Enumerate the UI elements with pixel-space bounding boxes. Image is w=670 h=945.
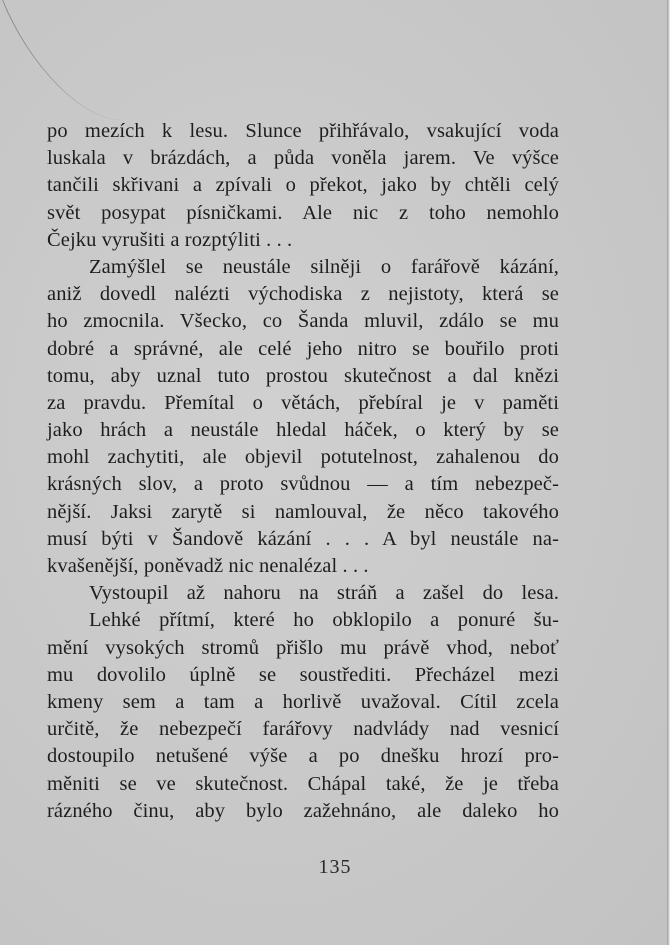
paragraph-start-line: Vystoupil až nahoru na stráň a zašel do lesa. (89, 582, 559, 605)
page-number: 135 (318, 856, 352, 878)
text-line: měniti se ve skutečnost. Chápal také, že je třeba (47, 772, 559, 795)
text-line: za pravdu. Přemítal o větách, přebíral je v paměti (47, 391, 559, 414)
text-line: aniž dovedl nalézti východiska z nejistoty, která se (47, 283, 559, 306)
text-line: musí býti v Šandově kázání . . . A byl neustále na- (47, 527, 559, 550)
text-line: mění vysokých stromů přišlo mu právě vhod, neboť (47, 636, 559, 659)
text-line: určitě, že nebezpečí farářovy nadvlády nad vesnicí (47, 718, 559, 741)
text-line: ho zmocnila. Všecko, co Šanda mluvil, zdálo se mu (47, 310, 559, 333)
paragraph-start-line: Lehké přítmí, které ho obklopilo a ponuré šu- (89, 609, 559, 632)
text-line: rázného činu, aby bylo zažehnáno, ale daleko ho (47, 799, 559, 822)
text-line: dostoupilo netušené výše a po dnešku hrozí pro- (47, 745, 559, 768)
text-line: tančili skřivani a zpívali o překot, jako by chtěli celý (47, 174, 559, 197)
text-line: dobré a správné, ale celé jeho nitro se bouřilo proti (47, 337, 559, 360)
text-line: Čejku vyrušiti a rozptýliti . . . (47, 228, 293, 251)
text-line: luskala v brázdách, a půda voněla jarem. Ve výšce (47, 147, 559, 170)
text-line: kvašenější, poněvadž nic nenalézal . . . (47, 555, 369, 577)
page-crease-mark (2, 0, 121, 120)
text-line: krásných slov, a proto svůdnou — a tím nebezpeč- (47, 473, 559, 496)
text-line: mohl zachytiti, ale objevil potutelnost, zahalenou do (47, 446, 559, 469)
text-line: mu dovolilo úplně se soustřediti. Přecházel mezi (47, 663, 559, 686)
text-line: tomu, aby uznal tuto prostou skutečnost a dal knězi (47, 364, 559, 387)
text-line: svět posypat písničkami. Ale nic z toho nemohlo (47, 201, 559, 224)
text-line: jako hrách a neustále hledal háček, o který by se (47, 419, 559, 442)
body-text (47, 118, 559, 825)
paragraph-start-line: Zamýšlel se neustále silněji o farářově kázání, (89, 255, 559, 278)
text-line: po mezích k lesu. Slunce přihřávalo, vsakující voda (47, 120, 559, 142)
text-line: nější. Jaksi zarytě si namlouval, že něco takového (47, 500, 559, 523)
text-line: kmeny sem a tam a horlivě uvažoval. Cítil zcela (47, 690, 559, 713)
